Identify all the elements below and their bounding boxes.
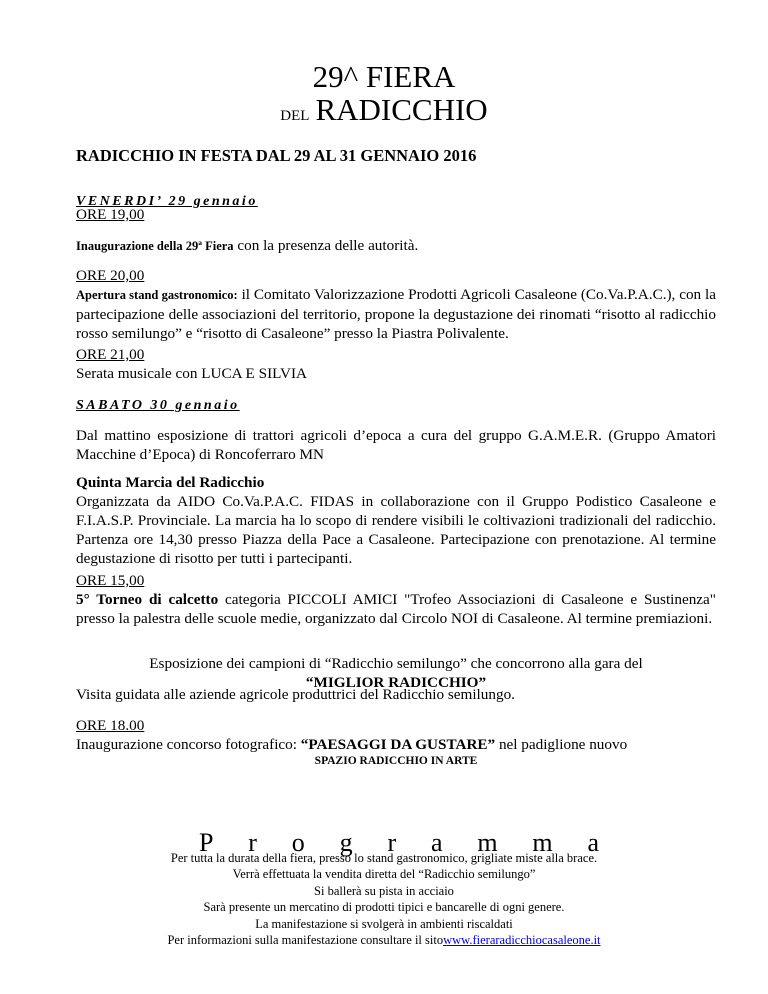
footer-line-6 bbox=[0, 932, 768, 948]
saturday-heading bbox=[76, 395, 716, 415]
art-space: SPAZIO RADICCHIO IN ARTE bbox=[314, 755, 478, 767]
footer-line-1: Per tutta la durata della fiera, presso lo stand gastronomico, grigliate miste alla brace. bbox=[170, 851, 598, 865]
march-title: Quinta Marcia del Radicchio bbox=[76, 474, 265, 491]
stand-paragraph bbox=[76, 285, 716, 343]
photo-contest-title: “PAESAGGI DA GUSTARE” bbox=[300, 736, 496, 753]
programma-letter: r bbox=[248, 828, 257, 857]
tractors-paragraph: Dal mattino esposizione di trattori agricoli d’epoca a cura del gruppo G.A.M.E.R. (Gruppo Amatori Macchine d’Epoca) di Roncoferraro MN bbox=[76, 427, 716, 463]
title-del: DEL bbox=[280, 108, 310, 124]
programma-letter: P bbox=[199, 828, 214, 857]
stand-bold: Apertura stand gastronomico: bbox=[76, 288, 238, 302]
photo-contest-pre: Inaugurazione concorso fotografico: bbox=[76, 736, 301, 753]
best-radicchio: “MIGLIOR RADICCHIO” bbox=[305, 674, 487, 691]
friday-time-1: ORE 19,00 bbox=[76, 206, 145, 223]
music-evening: Serata musicale con LUCA E SILVIA bbox=[76, 365, 307, 382]
programma-letter: m bbox=[532, 828, 553, 857]
programma-letter: m bbox=[477, 828, 498, 857]
footer-line-2: Verrà effettuata la vendita diretta del “Radicchio semilungo” bbox=[232, 867, 536, 881]
exhibition-line: Esposizione dei campioni di “Radicchio semilungo” che concorrono alla gara del bbox=[149, 655, 643, 672]
fair-title-line2 bbox=[0, 93, 768, 133]
saturday-day: SABATO 30 gennaio bbox=[76, 398, 240, 413]
calcetto-rest: categoria PICCOLI AMICI "Trofeo Associazioni di Casaleone e Sustinenza" presso la palestra delle scuole medie, organizzato dal Circolo NOI di Casaleone. Al termine premiazioni. bbox=[76, 591, 716, 627]
guided-visit: Visita guidata alle aziende agricole produttrici del Radicchio semilungo. bbox=[76, 686, 515, 703]
photo-contest-post: nel padiglione nuovo bbox=[495, 736, 628, 753]
march-paragraph: Organizzata da AIDO Co.Va.P.A.C. FIDAS in collaborazione con il Gruppo Podistico Casaleone e F.I.A.S.P. Provinciale. La marcia ha lo scopo di rendere visibili le coltivazioni tradizionali del radicchio. Partenza ore 14,30 presso Piazza della Pace a Casaleone. Partecipazione con prenotazione. Al termine degustazione di risotto per tutti i partecipanti. bbox=[76, 493, 716, 567]
footer-line-3: Si ballerà su pista in acciaio bbox=[314, 884, 454, 898]
inauguration-rest: con la presenza delle autorità. bbox=[233, 237, 419, 254]
fair-title: 29^ FIERA bbox=[312, 59, 456, 94]
calcetto-bold: 5° Torneo di calcetto bbox=[76, 591, 219, 608]
title-radicchio: RADICCHIO bbox=[315, 92, 488, 127]
programma-letter: g bbox=[339, 828, 353, 857]
website-link[interactable]: www.fieraradicchiocasaleone.it bbox=[443, 933, 601, 947]
saturday-time-calcetto: ORE 15,00 bbox=[76, 572, 145, 589]
programma-letter: r bbox=[387, 828, 397, 857]
inauguration-bold: Inaugurazione della 29ª Fiera bbox=[76, 239, 234, 253]
footer-info-text: Per informazioni sulla manifestazione consultare il sito bbox=[167, 933, 444, 947]
footer-line-4: Sarà presente un mercatino di prodotti tipici e bancarelle di ogni genere. bbox=[203, 900, 565, 914]
friday-time-3: ORE 21,00 bbox=[76, 346, 145, 363]
inauguration-line bbox=[76, 236, 716, 256]
event-dates-heading: RADICCHIO IN FESTA DAL 29 AL 31 GENNAIO 2016 bbox=[76, 146, 477, 165]
footer-line-5: La manifestazione si svolgerà in ambienti riscaldati bbox=[255, 917, 513, 931]
stand-rest: il Comitato Valorizzazione Prodotti Agricoli Casaleone (Co.Va.P.A.C.), con la partecipazione delle associazioni del territorio, propone la degustazione dei rinomati “risotto al radicchio rosso semilungo” e “risotto di Casaleone” presso la Piastra Polivalente. bbox=[76, 286, 716, 342]
programma-letter: o bbox=[291, 828, 305, 857]
programma-letter: a bbox=[430, 828, 443, 857]
friday-day: VENERDI’ 29 gennaio bbox=[76, 194, 258, 209]
friday-time-2: ORE 20,00 bbox=[76, 267, 145, 284]
saturday-time-photo: ORE 18.00 bbox=[76, 717, 145, 734]
programma-letter: a bbox=[587, 828, 599, 857]
calcetto-paragraph bbox=[76, 590, 716, 628]
